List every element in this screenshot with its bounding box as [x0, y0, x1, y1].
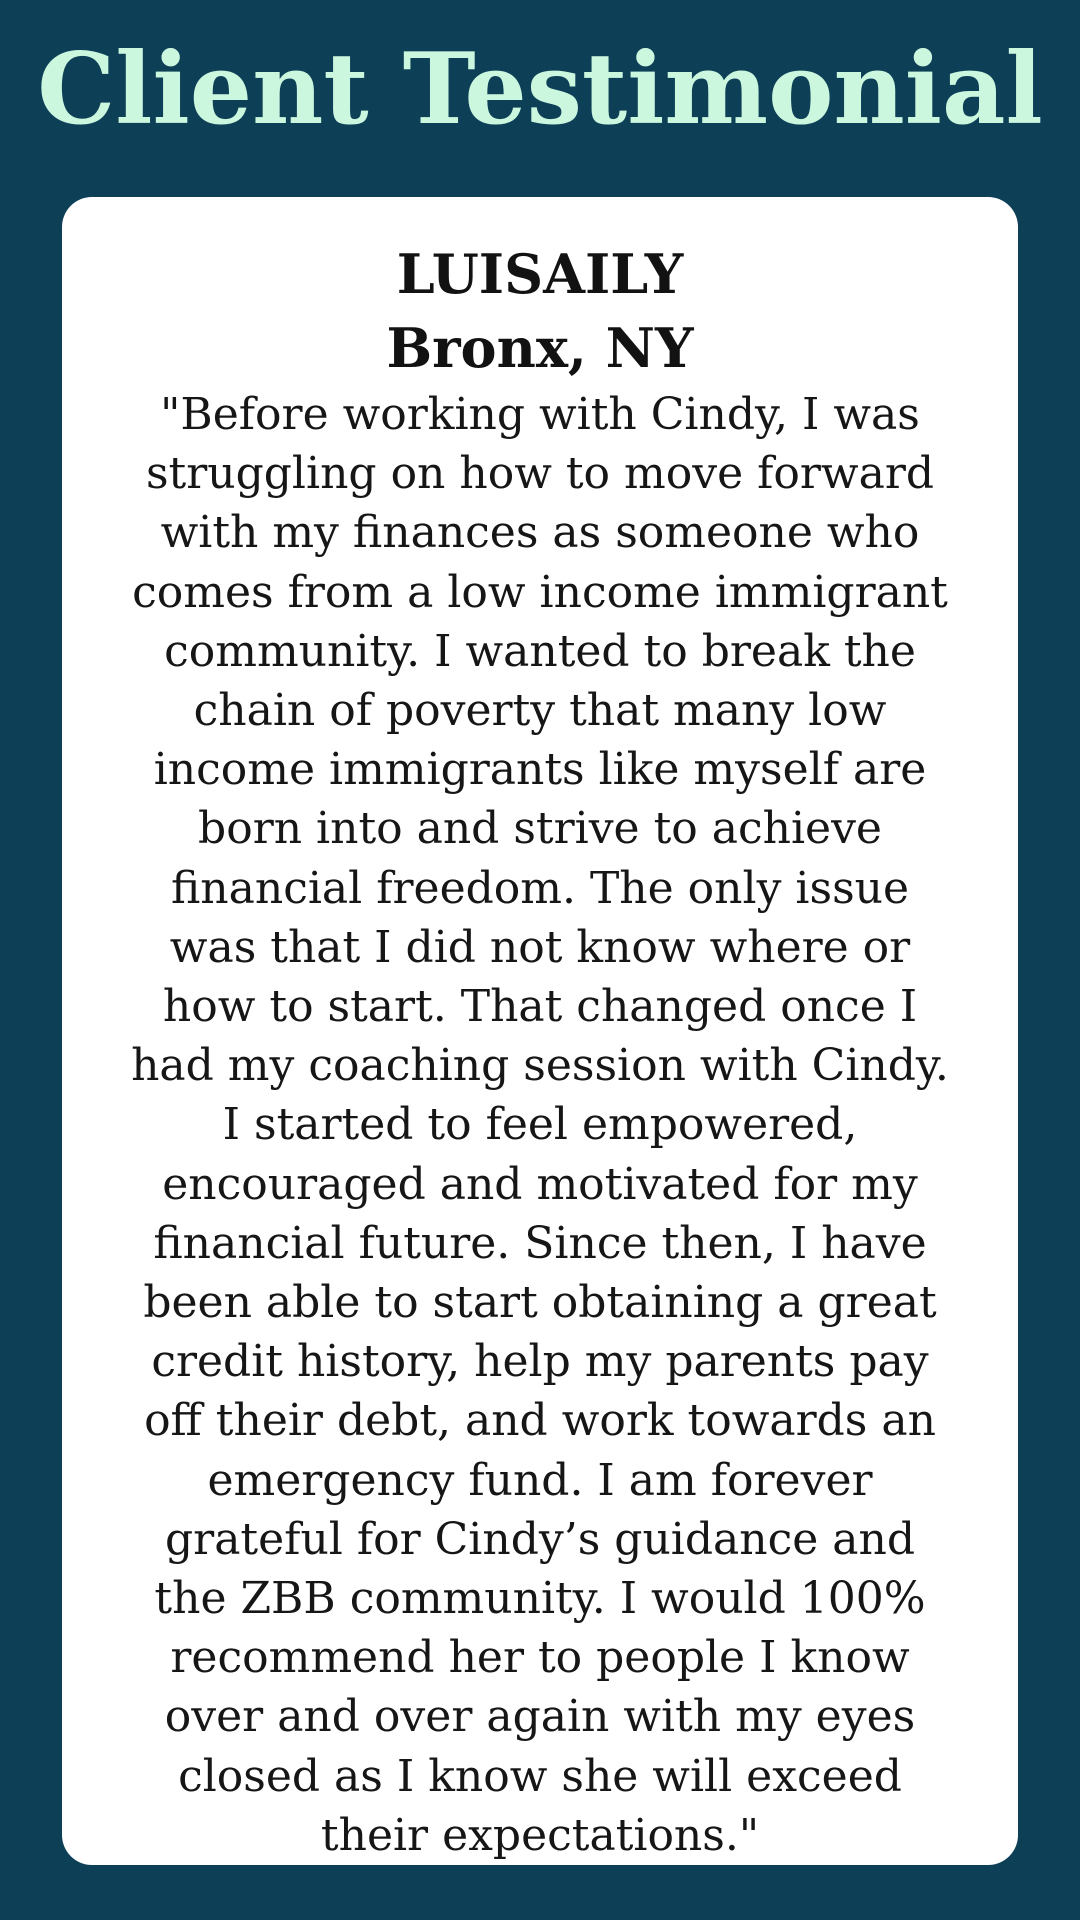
quote-line: how to start. That changed once I — [162, 981, 918, 1033]
quote-line: "Before working with Cindy, I was — [160, 389, 920, 440]
quote-line: off their debt, and work towards an — [144, 1395, 936, 1447]
quote-line: emergency fund. I am forever — [207, 1454, 873, 1506]
quote-line: comes from a low income immigrant — [132, 566, 948, 618]
quote-line: the ZBB community. I would 100% — [154, 1573, 926, 1625]
quote-line: chain of poverty that many low — [193, 685, 887, 737]
quote-line: recommend her to people I know — [170, 1632, 910, 1684]
quote-line: I started to feel empowered, — [222, 1099, 858, 1151]
quote-line: born into and strive to achieve — [198, 803, 882, 855]
quote-line: financial future. Since then, I have — [153, 1217, 927, 1269]
client-location: Bronx, NY — [386, 316, 694, 380]
quote-line: was that I did not know where or — [169, 921, 911, 973]
page-title: Client Testimonial — [37, 32, 1043, 147]
quote-line: struggling on how to move forward — [145, 448, 935, 500]
quote-line: encouraged and motivated for my — [162, 1158, 918, 1210]
quote-line: community. I wanted to break the — [164, 625, 916, 677]
quote-line: been able to start obtaining a great — [143, 1277, 937, 1329]
quote-line: income immigrants like myself are — [153, 744, 927, 796]
quote-line: with my finances as someone who — [160, 507, 920, 559]
quote-line: credit history, help my parents pay — [151, 1336, 929, 1388]
quote-line: closed as I know she will exceed — [178, 1750, 902, 1802]
quote-line: financial freedom. The only issue — [170, 862, 910, 914]
quote-line: had my coaching session with Cindy. — [131, 1040, 949, 1092]
testimonial-quote — [90, 385, 990, 1865]
quote-line: grateful for Cindy’s guidance and — [165, 1513, 915, 1565]
quote-line: over and over again with my eyes — [164, 1691, 916, 1743]
testimonial-card — [62, 197, 1018, 1865]
client-name: LUISAILY — [396, 242, 684, 306]
quote-line: their expectations." — [320, 1809, 760, 1861]
